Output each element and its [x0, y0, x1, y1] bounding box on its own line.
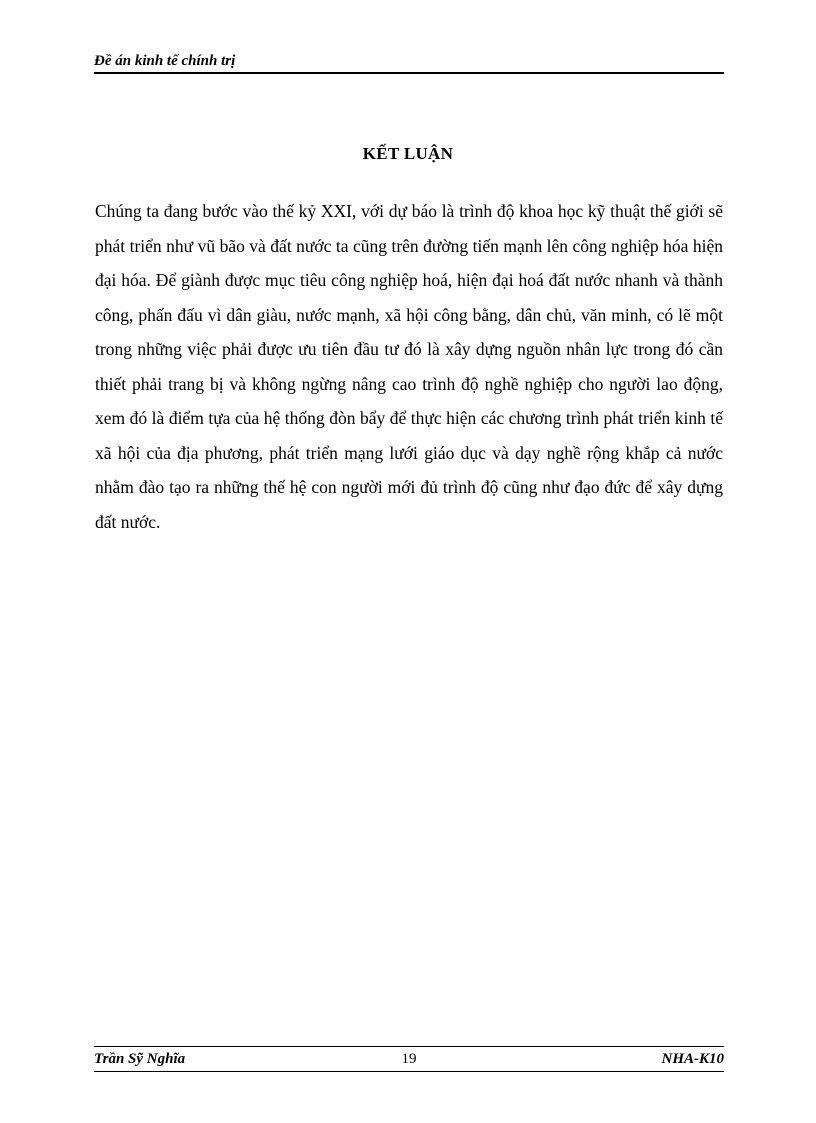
body-paragraph: Chúng ta đang bước vào thế kỷ XXI, với dự báo là trình độ khoa học kỹ thuật thế giới sẽ phát triển như vũ bão và đất nước ta cũng trên đường tiến mạnh lên công nghiệp hóa hiện đại hóa. Để giành được mục tiêu công nghiệp hoá, hiện đại hoá đất nước nhanh và thành công, phấn đấu vì dân giàu, nước mạnh, xã hội công bằng, dân chủ, văn minh, có lẽ một trong những việc phải được ưu tiên đầu tư đó là xây dựng nguồn nhân lực trong đó cần thiết phải trang bị và không ngừng nâng cao trình độ nghề nghiệp cho người lao động, xem đó là điểm tựa của hệ thống đòn bẩy để thực hiện các chương trình phát triển kinh tế xã hội của địa phương, phát triển mạng lưới giáo dục và dạy nghề rộng khắp cả nước nhằm đào tạo ra những thế hệ con người mới đủ trình độ cũng như đạo đức để xây dựng đất nước.: [95, 201, 723, 532]
page-footer: [94, 1050, 724, 1070]
footer-author: Trần Sỹ Nghĩa: [94, 1051, 186, 1067]
header-title: Đề án kinh tế chính trị: [94, 53, 236, 69]
page-header: [94, 52, 724, 72]
footer-bottom-divider: [94, 1071, 724, 1072]
page-number: 19: [401, 1051, 417, 1067]
footer-class-code: NHA-K10: [661, 1051, 724, 1067]
header-divider: [94, 72, 724, 74]
section-heading: KẾT LUẬN: [362, 144, 454, 163]
footer-divider: [94, 1046, 724, 1047]
